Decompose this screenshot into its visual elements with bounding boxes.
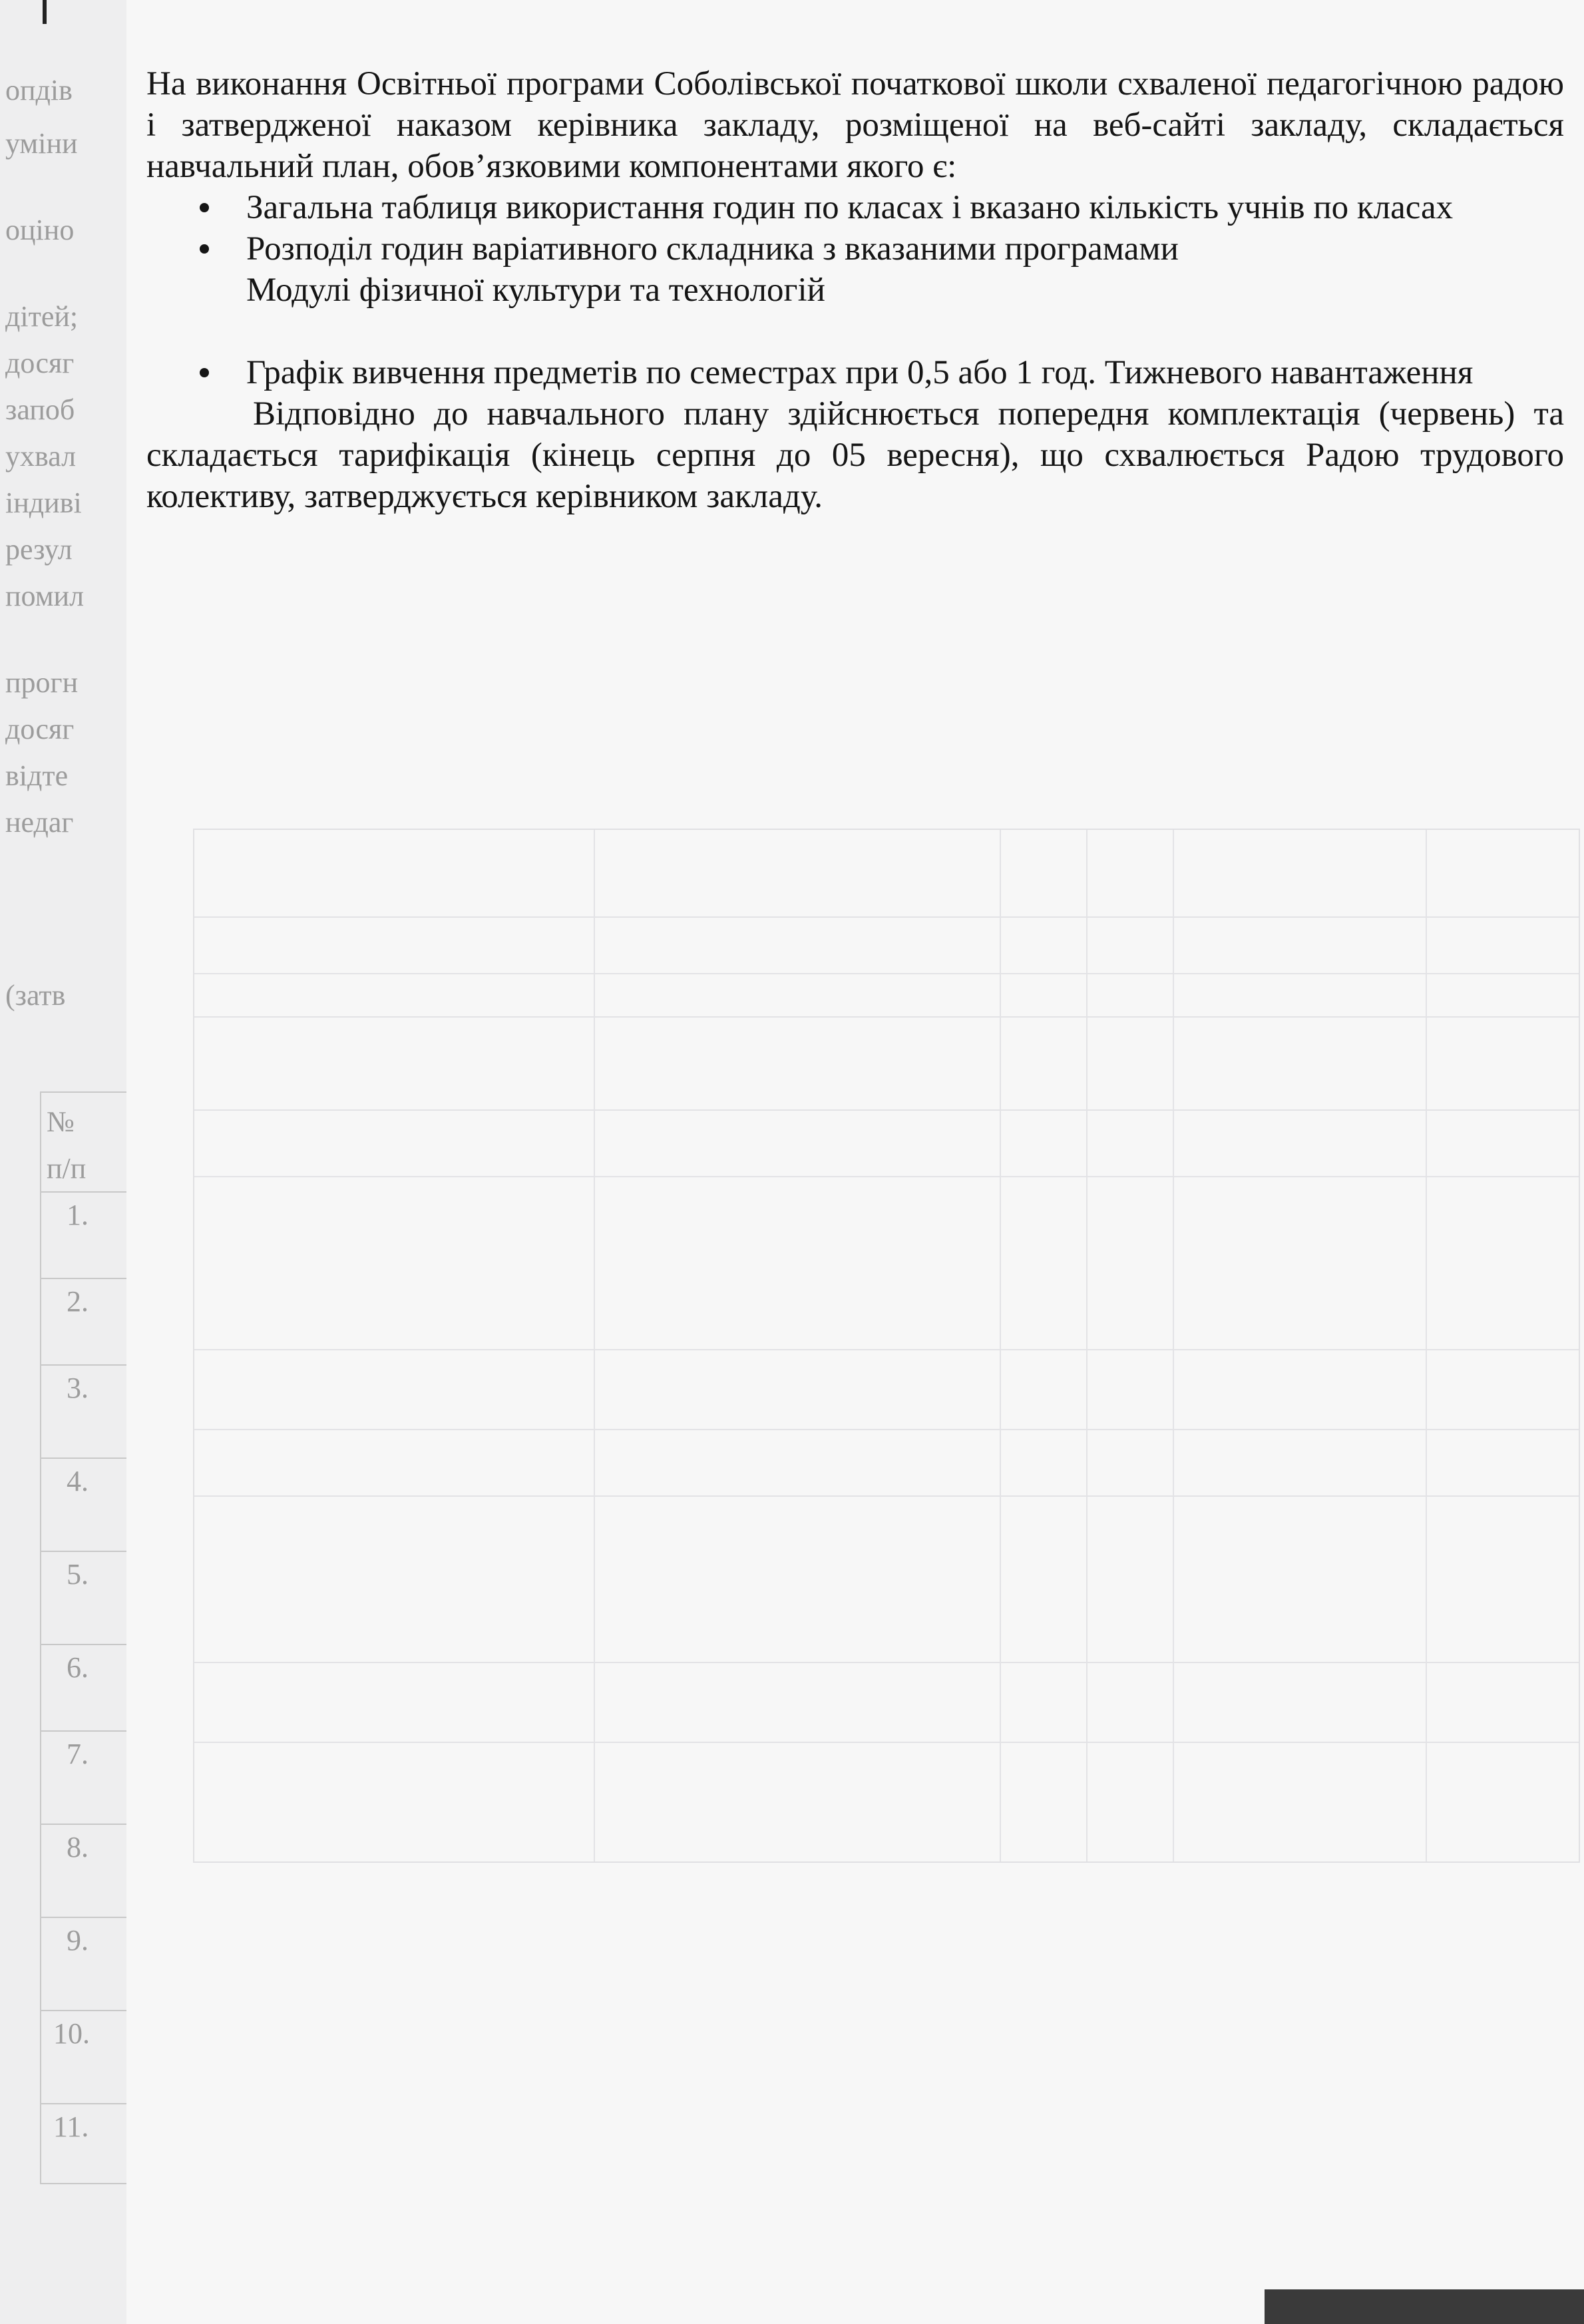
edge-fragment: 8. xyxy=(67,1831,89,1863)
edge-fragment: 3. xyxy=(67,1372,89,1404)
scan-mark xyxy=(43,0,47,24)
edge-table-line xyxy=(40,1917,126,1918)
edge-table-line xyxy=(40,1278,126,1279)
components-list xyxy=(146,352,1564,393)
components-list xyxy=(146,187,1564,270)
edge-fragment: 1. xyxy=(67,1199,89,1231)
edge-table-line xyxy=(40,1364,126,1366)
edge-table-line xyxy=(40,2103,126,2104)
closing-paragraph: Відповідно до навчального плану здійснюється попередня комплектація (червень) та складається тарифікація (кінець серпня до 05 вересня), що схвалюється Радою трудового колективу, затверджується керівником закладу. xyxy=(146,395,1564,515)
edge-table-line xyxy=(40,1091,126,1093)
edge-fragment: (затв xyxy=(5,979,66,1012)
edge-table-line xyxy=(40,1730,126,1732)
edge-table-line xyxy=(40,1457,126,1459)
bullet-icon xyxy=(200,203,209,212)
edge-fragment: 5. xyxy=(67,1558,89,1591)
edge-fragment: уміни xyxy=(5,127,78,160)
edge-fragment: ухвал xyxy=(5,440,77,473)
edge-fragment: 4. xyxy=(67,1465,89,1497)
list-item-text: Загальна таблиця використання годин по класах і вказано кількість учнів по класах xyxy=(246,189,1454,226)
edge-fragment: 11. xyxy=(53,2110,89,2143)
list-item-subline: Модулі фізичної культури та технологій xyxy=(246,272,825,309)
scan-shadow xyxy=(1265,2289,1584,2324)
edge-fragment: дітей; xyxy=(5,300,79,333)
edge-fragment: відте xyxy=(5,759,69,792)
edge-fragment: досяг xyxy=(5,713,75,745)
edge-fragment: 10. xyxy=(53,2017,90,2050)
document-body xyxy=(146,63,1564,517)
edge-fragment: прогн xyxy=(5,666,79,699)
edge-fragment: оціно xyxy=(5,214,75,246)
list-item-text: Графік вивчення предметів по семестрах при 0,5 або 1 год. Тижневого навантаження xyxy=(246,354,1474,391)
edge-table-line xyxy=(40,2183,126,2184)
edge-table-line xyxy=(40,1191,126,1193)
edge-fragment: запоб xyxy=(5,393,75,426)
intro-paragraph: На виконання Освітньої програми Соболівської початкової школи схваленої педагогічною радою і затвердженої наказом керівника закладу, розміщеної на веб-сайті закладу, складається навчальний план, обов’язковими компонентами якого є: xyxy=(146,65,1564,185)
list-item-text: Розподіл годин варіативного складника з вказаними програмами xyxy=(246,230,1179,268)
edge-fragment: 2. xyxy=(67,1285,89,1318)
edge-table-line xyxy=(40,1551,126,1552)
bullet-icon xyxy=(200,368,209,377)
spacer xyxy=(146,311,1564,352)
list-item xyxy=(146,187,1564,228)
edge-table-line xyxy=(40,1644,126,1645)
edge-table-line xyxy=(40,1824,126,1825)
edge-fragment: № xyxy=(47,1105,75,1138)
bullet-icon xyxy=(200,244,209,254)
edge-fragment: помил xyxy=(5,580,85,612)
edge-fragment: резул xyxy=(5,533,73,566)
bleed-through-table xyxy=(193,829,1580,1863)
edge-fragment: досяг xyxy=(5,347,75,379)
edge-fragment: п/п xyxy=(47,1152,87,1185)
edge-table-line xyxy=(40,1091,41,2183)
previous-page-edge xyxy=(0,0,128,2324)
edge-fragment: 6. xyxy=(67,1651,89,1684)
edge-table-line xyxy=(40,2010,126,2011)
edge-fragment: індиві xyxy=(5,486,82,519)
list-item xyxy=(146,352,1564,393)
edge-fragment: недаг xyxy=(5,806,74,839)
edge-fragment: 9. xyxy=(67,1924,89,1957)
edge-fragment: опдів xyxy=(5,74,73,106)
list-item xyxy=(146,228,1564,270)
edge-fragment: 7. xyxy=(67,1738,89,1770)
